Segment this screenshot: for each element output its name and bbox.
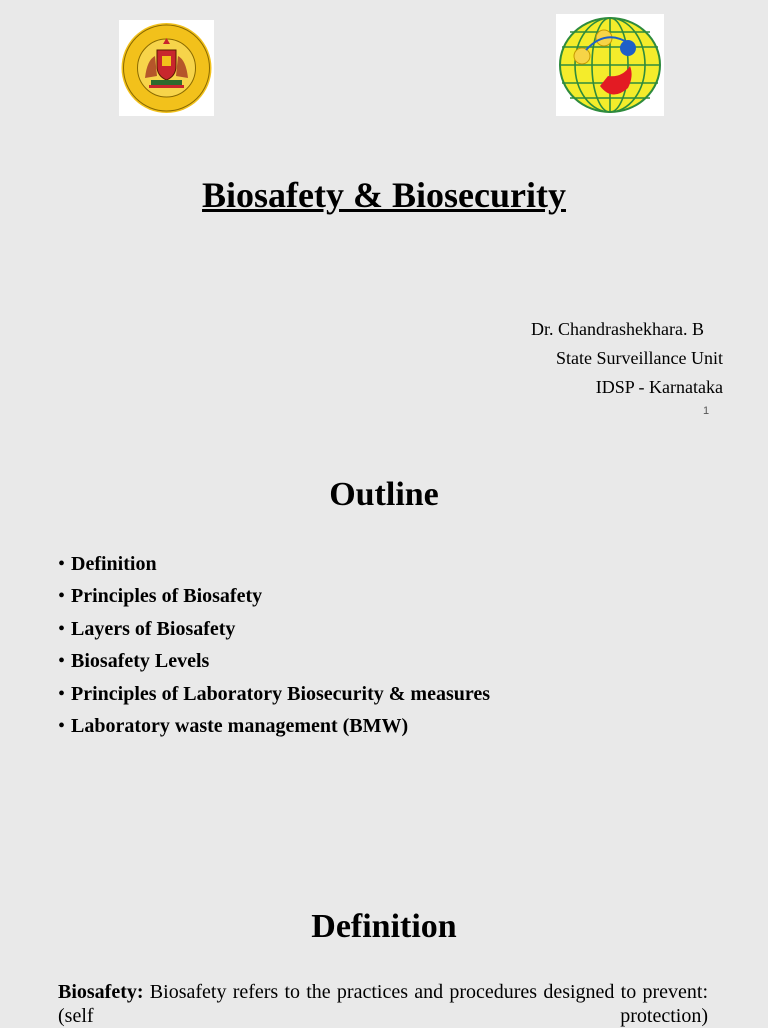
author-name: Dr. Chandrashekhara. B [531,319,704,339]
list-item-label: Definition [71,553,157,575]
list-item [58,678,490,710]
list-item-label: Laboratory waste management (BMW) [71,715,409,738]
list-item-label: Layers of Biosafety [71,617,236,640]
author-block [531,315,723,402]
bullet-icon: • [58,682,66,705]
globe-icon [556,14,664,116]
definition-paragraph [58,980,708,1028]
title-slide [0,0,768,430]
definition-slide [0,860,768,1027]
list-item [58,710,490,742]
list-item [58,613,490,645]
outline-slide [0,430,768,860]
outline-list [58,548,490,742]
definition-term: Biosafety: [58,981,144,1003]
list-item-label: Principles of Biosafety [71,585,263,608]
list-item [58,580,490,612]
author-unit: State Surveillance Unit [556,348,723,368]
bullet-icon: • [58,553,66,575]
list-item [58,548,490,580]
idsp-globe-logo [556,14,664,116]
definition-text: Biosafety refers to the practices and procedures designed to prevent: (self protection) [58,981,709,1027]
definition-title: Definition [311,908,457,945]
bullet-icon: • [58,715,66,738]
slide-number: 1 [703,405,710,417]
list-item-label: Biosafety Levels [71,650,210,673]
karnataka-government-emblem-logo [119,20,214,116]
outline-title: Outline [329,476,439,513]
list-item [58,645,490,677]
bullet-icon: • [58,617,66,640]
emblem-icon [119,20,214,116]
author-organization: IDSP - Karnataka [595,377,723,397]
presentation-title: Biosafety & Biosecurity [202,175,566,215]
list-item-label: Principles of Laboratory Biosecurity & measures [71,682,491,705]
bullet-icon: • [58,585,66,608]
bullet-icon: • [58,650,66,673]
